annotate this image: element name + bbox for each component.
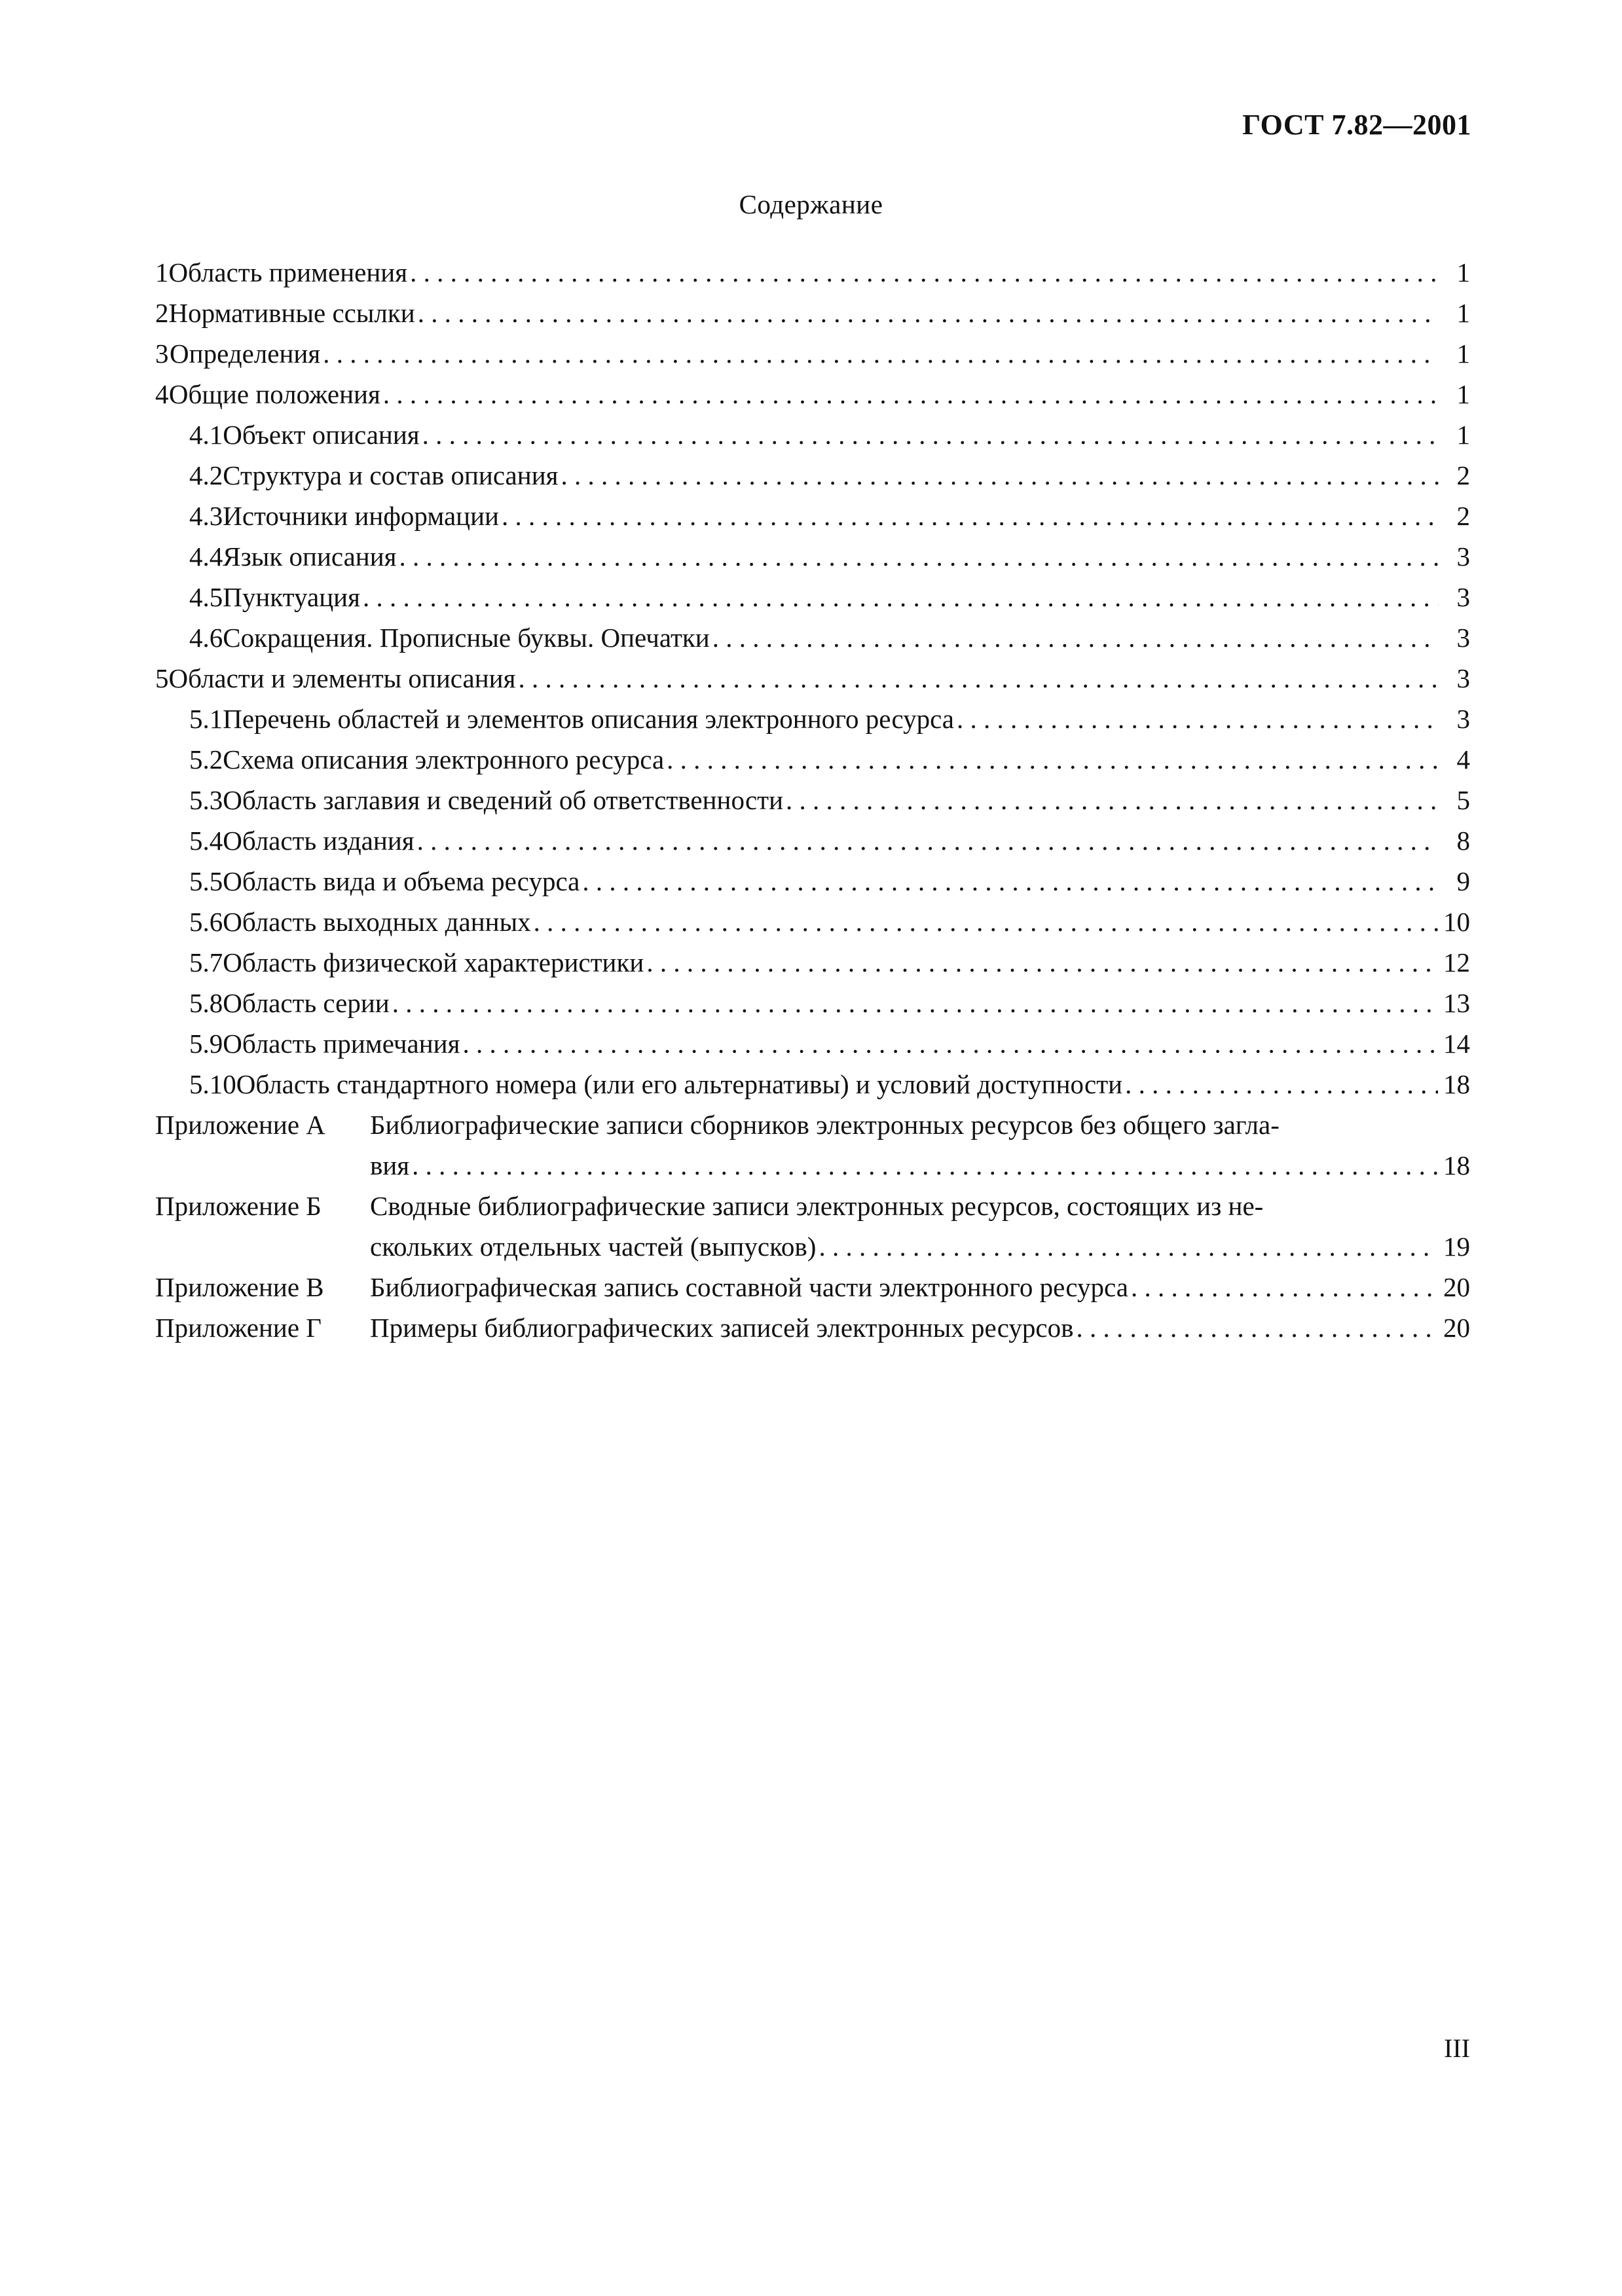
dot-leader bbox=[1125, 1064, 1438, 1104]
dot-leader bbox=[412, 1145, 1438, 1186]
toc-appendix-entry[interactable] bbox=[155, 1104, 1470, 1186]
dot-leader bbox=[462, 1023, 1438, 1064]
dot-leader bbox=[392, 983, 1438, 1023]
toc-entry-page: 1 bbox=[1456, 379, 1470, 409]
toc-entry[interactable] bbox=[155, 983, 1470, 1023]
toc-entry-number: 5.4 bbox=[189, 826, 223, 856]
dot-leader bbox=[667, 739, 1439, 780]
dot-leader bbox=[323, 333, 1439, 374]
dot-leader bbox=[1131, 1267, 1438, 1307]
toc-entry-page: 3 bbox=[1456, 623, 1470, 653]
toc-entry[interactable] bbox=[155, 333, 1470, 374]
toc-entry-number: 5 bbox=[155, 663, 169, 693]
dot-leader bbox=[786, 780, 1439, 820]
toc-entry-page: 1 bbox=[1456, 338, 1470, 369]
toc-entry[interactable] bbox=[155, 455, 1470, 496]
dot-leader bbox=[363, 577, 1439, 617]
toc-entry-number: 4.1 bbox=[189, 420, 223, 450]
dot-leader bbox=[399, 536, 1439, 577]
dot-leader bbox=[582, 861, 1439, 902]
toc-entry[interactable] bbox=[155, 252, 1470, 293]
dot-leader bbox=[518, 658, 1439, 699]
toc-entry-number: 5.8 bbox=[189, 988, 223, 1018]
toc-entry-page: 8 bbox=[1456, 826, 1470, 856]
toc-entry-title: Область примечания bbox=[223, 1029, 460, 1059]
toc-entry-number: 5.2 bbox=[189, 744, 223, 774]
toc-entry[interactable] bbox=[155, 658, 1470, 699]
toc-entry-title: Область выходных данных bbox=[223, 907, 531, 937]
appendix-title: Сводные библиографические записи электронных ресурсов, состоящих из не- bbox=[370, 1191, 1264, 1221]
toc-entry-title: Общие положения bbox=[168, 379, 380, 409]
toc-entry-page: 19 bbox=[1443, 1231, 1470, 1262]
toc-entry-title: Область вида и объема ресурса bbox=[223, 866, 580, 896]
toc-entry[interactable] bbox=[155, 496, 1470, 536]
toc-entry-page: 20 bbox=[1443, 1272, 1470, 1302]
toc-entry[interactable] bbox=[155, 293, 1470, 333]
toc-entry-number: 5.9 bbox=[189, 1029, 223, 1059]
toc-entry[interactable] bbox=[155, 1023, 1470, 1064]
toc-entry-page: 3 bbox=[1456, 582, 1470, 612]
toc-entry[interactable] bbox=[155, 861, 1470, 902]
toc-entry-page: 12 bbox=[1443, 947, 1470, 977]
toc-entry[interactable] bbox=[155, 699, 1470, 739]
appendix-title: Библиографические записи сборников электронных ресурсов без общего загла- bbox=[370, 1110, 1280, 1140]
toc-entry[interactable] bbox=[155, 902, 1470, 942]
toc-entry[interactable] bbox=[155, 820, 1470, 861]
dot-leader bbox=[646, 942, 1438, 983]
toc-entry-title: Структура и состав описания bbox=[223, 460, 559, 490]
dot-leader bbox=[502, 496, 1439, 536]
toc-appendix-entry[interactable] bbox=[155, 1186, 1470, 1267]
toc-entry-title: Пунктуация bbox=[223, 582, 360, 612]
toc-entry-number: 5.7 bbox=[189, 947, 223, 977]
toc-entry-number: 2 bbox=[155, 298, 169, 328]
toc-entry-number: 4.6 bbox=[189, 623, 223, 653]
toc-entry-number: 4.5 bbox=[189, 582, 223, 612]
toc-entry-number: 5.1 bbox=[189, 704, 223, 734]
toc-entry-page: 13 bbox=[1443, 988, 1470, 1018]
toc-entry-title: Нормативные ссылки bbox=[168, 298, 415, 328]
toc-entry[interactable] bbox=[155, 374, 1470, 414]
toc-entry-page: 2 bbox=[1456, 460, 1470, 490]
toc-entry-number: 4 bbox=[155, 379, 169, 409]
toc-entry-number: 1 bbox=[155, 257, 169, 287]
toc-entry-page: 3 bbox=[1456, 704, 1470, 734]
toc-entry-number: 4.4 bbox=[189, 541, 223, 572]
toc-appendix-entry[interactable] bbox=[155, 1307, 1470, 1348]
toc-entry-number: 4.2 bbox=[189, 460, 223, 490]
toc-entry-page: 2 bbox=[1456, 501, 1470, 531]
appendix-title: Примеры библиографических записей электронных ресурсов bbox=[370, 1313, 1074, 1343]
dot-leader bbox=[422, 414, 1439, 455]
toc-entry[interactable] bbox=[155, 577, 1470, 617]
toc-entry-page: 1 bbox=[1456, 298, 1470, 328]
toc-entry-title: Схема описания электронного ресурса bbox=[223, 744, 665, 774]
toc-entry-page: 1 bbox=[1456, 257, 1470, 287]
toc-entry[interactable] bbox=[155, 780, 1470, 820]
toc-entry-number: 5.6 bbox=[189, 907, 223, 937]
dot-leader bbox=[561, 455, 1439, 496]
toc-entry-title: Область применения bbox=[168, 257, 408, 287]
appendix-label: Приложение Г bbox=[155, 1313, 322, 1343]
toc-entry-page: 10 bbox=[1443, 907, 1470, 937]
dot-leader bbox=[534, 902, 1438, 942]
toc-entry-page: 5 bbox=[1456, 785, 1470, 815]
toc-entry-page: 3 bbox=[1456, 663, 1470, 693]
toc-entry-title: Объект описания bbox=[223, 420, 420, 450]
toc-entry-page: 1 bbox=[1456, 420, 1470, 450]
dot-leader bbox=[957, 699, 1439, 739]
toc-entry-title: Область физической характеристики bbox=[223, 947, 644, 977]
toc-entry[interactable] bbox=[155, 536, 1470, 577]
toc-entry-title: Область издания bbox=[223, 826, 415, 856]
toc-title: Содержание bbox=[739, 189, 883, 219]
toc-entry-title: Область стандартного номера (или его альтернативы) и условий доступности bbox=[236, 1069, 1123, 1099]
appendix-label: Приложение В bbox=[155, 1272, 324, 1302]
toc-entry-page: 18 bbox=[1443, 1069, 1470, 1099]
toc-entry[interactable] bbox=[155, 617, 1470, 658]
toc-entry[interactable] bbox=[155, 942, 1470, 983]
toc-entry-title: Перечень областей и элементов описания электронного ресурса bbox=[223, 704, 954, 734]
toc-entry-number: 5.10 bbox=[189, 1069, 236, 1099]
dot-leader bbox=[1076, 1307, 1438, 1348]
toc-appendix-entry[interactable] bbox=[155, 1267, 1470, 1307]
toc-entry[interactable] bbox=[155, 1064, 1470, 1104]
toc-entry-title: Сокращения. Прописные буквы. Опечатки bbox=[223, 623, 710, 653]
appendix-label: Приложение А bbox=[155, 1110, 325, 1140]
toc-entry-number: 5.5 bbox=[189, 866, 223, 896]
toc-entry-page: 14 bbox=[1443, 1029, 1470, 1059]
toc-entry-page: 9 bbox=[1456, 866, 1470, 896]
toc-entry-title: Язык описания bbox=[223, 541, 397, 572]
toc-entry-page: 20 bbox=[1443, 1313, 1470, 1343]
document-code: ГОСТ 7.82—2001 bbox=[1242, 109, 1471, 141]
toc-entry-title: Область заглавия и сведений об ответственности bbox=[223, 785, 784, 815]
toc-entry-title: Область серии bbox=[223, 988, 390, 1018]
toc-entry-number: 3 bbox=[155, 338, 169, 369]
appendix-title-continued: вия bbox=[370, 1150, 410, 1180]
toc-entry-title: Источники информации bbox=[223, 501, 500, 531]
page-number: III bbox=[1444, 2033, 1470, 2063]
dot-leader bbox=[410, 252, 1439, 293]
dot-leader bbox=[417, 820, 1439, 861]
toc-entry[interactable] bbox=[155, 414, 1470, 455]
dot-leader bbox=[819, 1226, 1438, 1267]
table-of-contents bbox=[155, 252, 1470, 1348]
appendix-title-continued: скольких отдельных частей (выпусков) bbox=[370, 1231, 817, 1262]
toc-entry-page: 18 bbox=[1443, 1150, 1470, 1180]
toc-entry-number: 4.3 bbox=[189, 501, 223, 531]
dot-leader bbox=[418, 293, 1439, 333]
toc-entry-page: 4 bbox=[1456, 744, 1470, 774]
appendix-title: Библиографическая запись составной части электронного ресурса bbox=[370, 1272, 1128, 1302]
toc-entry-number: 5.3 bbox=[189, 785, 223, 815]
toc-entry-title: Определения bbox=[170, 338, 321, 369]
appendix-label: Приложение Б bbox=[155, 1191, 322, 1221]
toc-entry-page: 3 bbox=[1456, 541, 1470, 572]
dot-leader bbox=[712, 617, 1439, 658]
toc-entry-title: Области и элементы описания bbox=[168, 663, 516, 693]
toc-entry[interactable] bbox=[155, 739, 1470, 780]
dot-leader bbox=[383, 374, 1439, 414]
